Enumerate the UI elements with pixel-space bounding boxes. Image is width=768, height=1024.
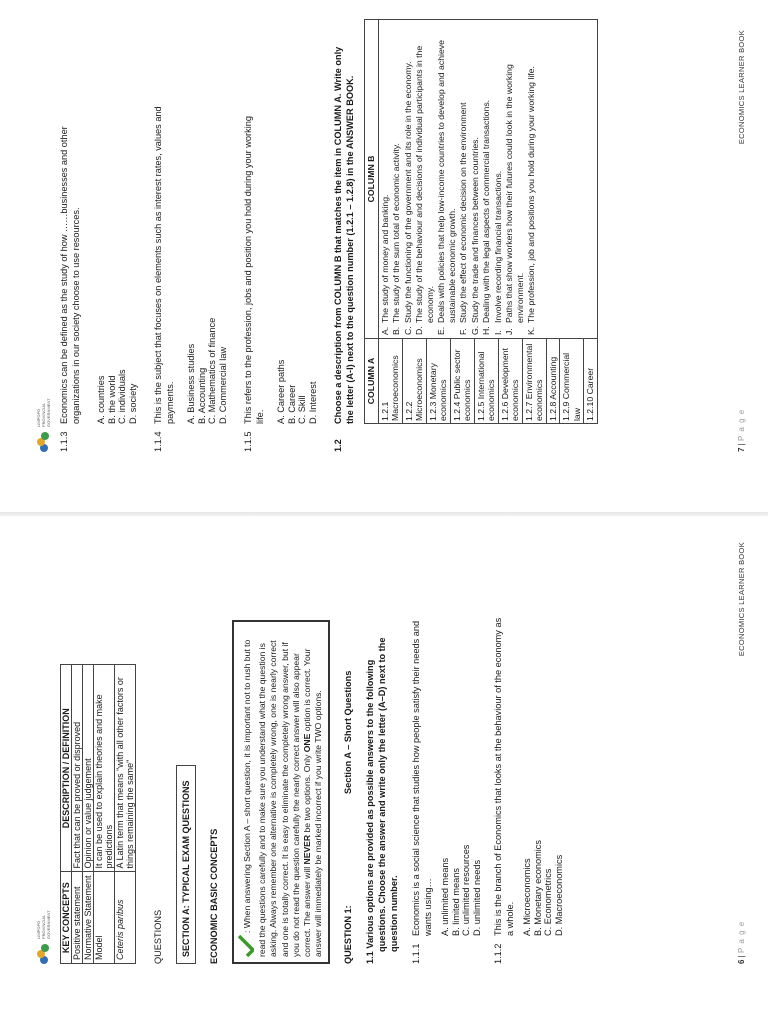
concept-term: Normative Statement bbox=[83, 872, 94, 964]
concept-term: Ceteris paribus bbox=[115, 872, 136, 964]
question-1-header bbox=[342, 542, 354, 964]
column-a-item: 1.2.9 Commercial law bbox=[560, 339, 584, 423]
option: C. Mathematics of finance bbox=[207, 317, 217, 424]
column-b-item: J. Paths that show workers how their futures could look in the working environment. bbox=[504, 64, 525, 335]
table-row bbox=[94, 665, 115, 964]
publisher-logo bbox=[36, 899, 51, 964]
concept-definition: A Latin term that means "with all other factors or things remaining the same" bbox=[115, 665, 136, 872]
question-number: 1.1.3 bbox=[59, 431, 69, 452]
column-a-item: 1.2.8 Accounting bbox=[547, 339, 561, 423]
publisher-logo bbox=[36, 387, 51, 452]
question-item bbox=[58, 102, 82, 452]
question-text: Economics can be defined as the study of how ……businesses and other organizations in our society choose to use resources. bbox=[59, 126, 81, 424]
option: A. Microeconomics bbox=[522, 858, 533, 936]
table-row bbox=[83, 665, 94, 964]
column-b-item: H. Dealing with the legal aspects of commercial transactions. bbox=[481, 99, 491, 335]
page-number: 6 | P a g e bbox=[737, 920, 746, 964]
table-row bbox=[72, 665, 83, 964]
answer-options bbox=[96, 30, 138, 424]
page-number: 7 | P a g e bbox=[737, 408, 746, 452]
page-6 bbox=[0, 512, 768, 1024]
question-label: QUESTION 1: bbox=[343, 905, 354, 964]
answer-options bbox=[186, 30, 228, 424]
concept-definition: Fact that can be proved or disproved bbox=[72, 665, 83, 872]
question-text: Economics is a social science that studies how people satisfy their needs and wants using… bbox=[411, 620, 434, 936]
basic-concepts-heading: ECONOMIC BASIC CONCEPTS bbox=[209, 828, 219, 964]
option: B. the world bbox=[106, 375, 117, 424]
tip-never: NEVER bbox=[302, 834, 313, 865]
column-b-header: COLUMN B bbox=[365, 20, 379, 339]
option: D. Interest bbox=[307, 381, 318, 424]
column-a-item: 1.2.6 Development economics bbox=[499, 339, 523, 423]
logo-text: LIMPOPO PROVINCIAL GOVERNMENT bbox=[36, 910, 51, 939]
question-item bbox=[242, 102, 266, 452]
tip-text-end: option is correct. Your answer will immediately be marked incorrect if you write TWO options. bbox=[302, 648, 324, 957]
tip-text: : When answering Section A – short question, it is important not to rush but to read the questions carefully and to make sure you understand what the question is asking. Always remember one alternative is completely wrong, one is nearly correct and one is totally correct. It is easy to eliminate the completely wrong answer, but if you do not read the question carefully the nearly correct answer will also appear correct. The answer will bbox=[241, 639, 313, 957]
concept-term: Model bbox=[94, 872, 115, 964]
checkmark-icon bbox=[238, 935, 257, 957]
option: C. Econometrics bbox=[543, 868, 554, 936]
page-7-content bbox=[58, 30, 598, 452]
column-b-item: C. Study the functioning of the government and its role in the economy. bbox=[402, 61, 413, 335]
option: D. Commercial law bbox=[217, 346, 228, 424]
option: C. Skill bbox=[297, 395, 307, 424]
column-a-item: 1.2.7 Environmental economics bbox=[523, 339, 547, 423]
concept-definition: It can be used to explain theories and make predictions bbox=[94, 665, 115, 872]
option: B. Accounting bbox=[196, 367, 207, 424]
option: C. individuals bbox=[117, 369, 127, 424]
concept-definition: Opinion or value judgement bbox=[83, 665, 94, 872]
column-a-item: 1.2.1 Macroeconomics bbox=[379, 339, 403, 423]
section-a-heading: SECTION A: TYPICAL EXAM QUESTIONS bbox=[176, 765, 196, 964]
book-title: ECONOMICS LEARNER BOOK bbox=[737, 542, 746, 657]
instruction-1-1: 1.1 Various options are provided as possible answers to the following questions. Choose the answer and write only the letter (A–D) next to the question number. bbox=[365, 637, 400, 964]
key-concepts-table bbox=[60, 664, 136, 964]
question-text: This is the subject that focuses on elements such as interest rates, values and payments. bbox=[153, 106, 175, 424]
option: D. Macroeconomics bbox=[553, 854, 564, 936]
column-b-item: E. Deals with policies that help low-income countries to develop and achieve sustainable economic growth. bbox=[436, 40, 457, 335]
option: B. limited means bbox=[450, 868, 461, 936]
matching-question bbox=[332, 42, 356, 452]
column-b-item: K. The profession, job and positions you hold during your working life. bbox=[526, 66, 536, 335]
logo-icon bbox=[37, 430, 51, 452]
tip-one: ONE bbox=[302, 733, 313, 753]
column-a-item: 1.2.4 Public sector economics bbox=[451, 339, 475, 423]
concept-term: Positive statement bbox=[72, 872, 83, 964]
page-6-content bbox=[60, 542, 564, 964]
question-number: 1.1.2 bbox=[493, 943, 504, 964]
column-a-item: 1.2.5 International economics bbox=[475, 339, 499, 423]
question-text: This refers to the profession, jobs and position you hold during your working life. bbox=[243, 116, 265, 424]
answer-options bbox=[522, 542, 564, 936]
question-text: This is the branch of Economics that looks at the behaviour of the economy as a whole. bbox=[493, 617, 516, 936]
option: B. Monetary economics bbox=[532, 840, 543, 936]
column-a-item: 1.2.10 Career bbox=[585, 367, 595, 421]
option: A. Career paths bbox=[276, 359, 286, 424]
column-b-item: B. The study of the sum total of economic activity. bbox=[391, 143, 401, 335]
column-b-item: I. Involve recording financial transactions. bbox=[492, 170, 503, 335]
matching-table bbox=[364, 19, 598, 424]
column-a-header: COLUMN A bbox=[365, 339, 379, 424]
table-header-key-concepts: KEY CONCEPTS bbox=[61, 872, 72, 964]
questions-label: QUESTIONS bbox=[153, 909, 163, 964]
page-6-footer bbox=[737, 542, 746, 964]
column-b-item: A. The study of money and banking. bbox=[379, 194, 390, 335]
column-a-item: 1.2.2 Microeconomics bbox=[403, 339, 427, 423]
question-item bbox=[410, 614, 434, 964]
question-item bbox=[152, 102, 176, 452]
option: A. Business studies bbox=[186, 343, 196, 424]
column-a bbox=[378, 339, 597, 424]
column-b-item: F. Study the effect of economic decision on the environment bbox=[458, 102, 468, 335]
option: C. unlimited resources bbox=[461, 844, 472, 936]
tip-text-mid: be two options. Only bbox=[302, 752, 313, 835]
option: D. unlimited needs bbox=[471, 859, 482, 936]
question-item bbox=[492, 614, 516, 964]
answer-options bbox=[440, 542, 482, 936]
option: B. Career bbox=[286, 384, 297, 424]
answer-options bbox=[276, 30, 318, 424]
exam-tip-box bbox=[232, 620, 330, 964]
option: D. society bbox=[127, 383, 138, 424]
option: A. countries bbox=[96, 375, 106, 424]
question-number: 1.2 bbox=[333, 439, 343, 452]
logo-icon bbox=[37, 942, 51, 964]
section-subtitle: Section A – Short Questions bbox=[343, 670, 354, 794]
question-number: 1.1.4 bbox=[153, 431, 163, 452]
option: A. unlimited means bbox=[440, 857, 451, 936]
matching-instruction: Choose a description from COLUMN B that matches the item in COLUMN A. Write only the letter (A-I) next to the question number (1.2.1 – 1.2.8) in the ANSWER BOOK. bbox=[333, 46, 355, 424]
column-a-item: 1.2.3 Monetary economics bbox=[427, 339, 451, 423]
column-b-item: G. Study the trade and finances between countries. bbox=[469, 137, 480, 335]
column-b-item: D. The study of the behaviour and decisions of individual participants in the economy. bbox=[414, 45, 435, 335]
column-b bbox=[378, 20, 597, 339]
book-title: ECONOMICS LEARNER BOOK bbox=[737, 30, 746, 145]
question-number: 1.1.5 bbox=[243, 431, 253, 452]
table-row bbox=[115, 665, 136, 964]
question-number: 1.1.1 bbox=[411, 943, 422, 964]
logo-text: LIMPOPO PROVINCIAL GOVERNMENT bbox=[36, 398, 51, 427]
page-7-footer bbox=[737, 30, 746, 452]
table-header-description: DESCRIPTION / DEFINITION bbox=[61, 665, 72, 872]
